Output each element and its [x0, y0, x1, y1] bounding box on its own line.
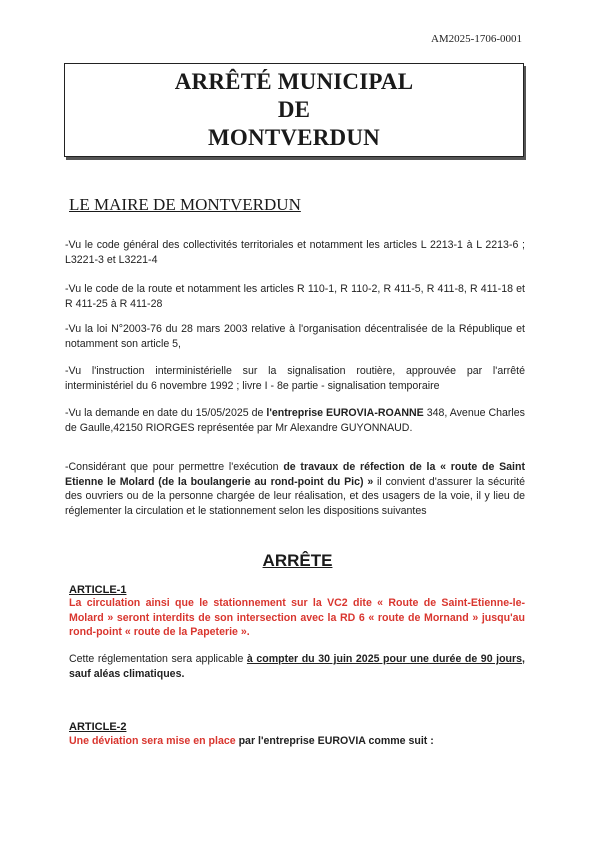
consideration-6-text: -Considérant que pour permettre l'exécution — [65, 461, 284, 473]
consideration-2: -Vu le code de la route et notamment les articles R 110-1, R 110-2, R 411-5, R 411-8, R 411-18 et R 411-25 à R 411-28 — [65, 283, 525, 310]
article-1-rule — [69, 652, 525, 681]
article-2-heading: ARTICLE-2 — [69, 721, 127, 733]
consideration-6-rest: il convient d'assurer la sécurité des ouvriers ou de la personne chargée de leur réalisation, et des usagers de la voie, il y lieu de réglementer la circulation et le stationnement selon les dispositions suivantes — [65, 475, 525, 517]
title-box — [64, 63, 524, 157]
article-1-rule-text: Cette réglementation sera applicable — [69, 653, 247, 665]
article-2-text — [69, 734, 525, 749]
article-2-deviation: Une déviation sera mise en place — [69, 735, 236, 747]
consideration-5-rest: 348, Avenue Charles de Gaulle,42150 RIORGES représentée par Mr Alexandre GUYONNAUD. — [65, 407, 525, 434]
consideration-5-text: -Vu la demande en date du 15/05/2025 de — [65, 407, 267, 419]
title-line-2: DE — [277, 97, 311, 122]
consideration-5 — [65, 406, 525, 435]
consideration-1: -Vu le code général des collectivités territoriales et notamment les articles L 2213-1 à L 2213-6 ; L3221-3 et L3221-4 — [65, 239, 525, 266]
article-1-text: La circulation ainsi que le stationnement sur la VC2 dite « Route de Saint-Etienne-le-Molard » seront interdits de son intersection avec la RD 6 « route de Mornand » jusqu'au rond-point « route de la Papeterie ». — [69, 597, 525, 638]
title-line-1: ARRÊTÉ MUNICIPAL — [174, 69, 414, 94]
company-name: l'entreprise EUROVIA-ROANNE — [266, 407, 424, 419]
works-description: de travaux de réfection de la « route de Saint Etienne le Molard (de la boulangerie au rond-point du Pic) » — [65, 461, 525, 488]
article-1-heading: ARTICLE-1 — [69, 584, 127, 596]
article-1-duration: à compter du 30 juin 2025 pour une durée de 90 jours — [246, 653, 523, 665]
document-reference: AM2025-1706-0001 — [430, 33, 522, 45]
arrete-heading: ARRÊTE — [262, 551, 333, 570]
consideration-3: -Vu la loi N°2003-76 du 28 mars 2003 relative à l'organisation décentralisée de la République et notamment son article 5, — [65, 323, 525, 350]
title-line-3: MONTVERDUN — [208, 125, 380, 150]
consideration-4: -Vu l'instruction interministérielle sur la signalisation routière, approuvée par l'arrêté interministériel du 6 novembre 1992 ; livre I - 8e partie - signalisation temporaire — [65, 365, 525, 392]
consideration-6 — [65, 460, 525, 518]
article-2-rest: par l'entreprise EUROVIA comme suit : — [235, 735, 434, 747]
mayor-heading: LE MAIRE DE MONTVERDUN — [69, 195, 301, 214]
article-1-rule-rest: , sauf aléas climatiques. — [69, 653, 525, 680]
